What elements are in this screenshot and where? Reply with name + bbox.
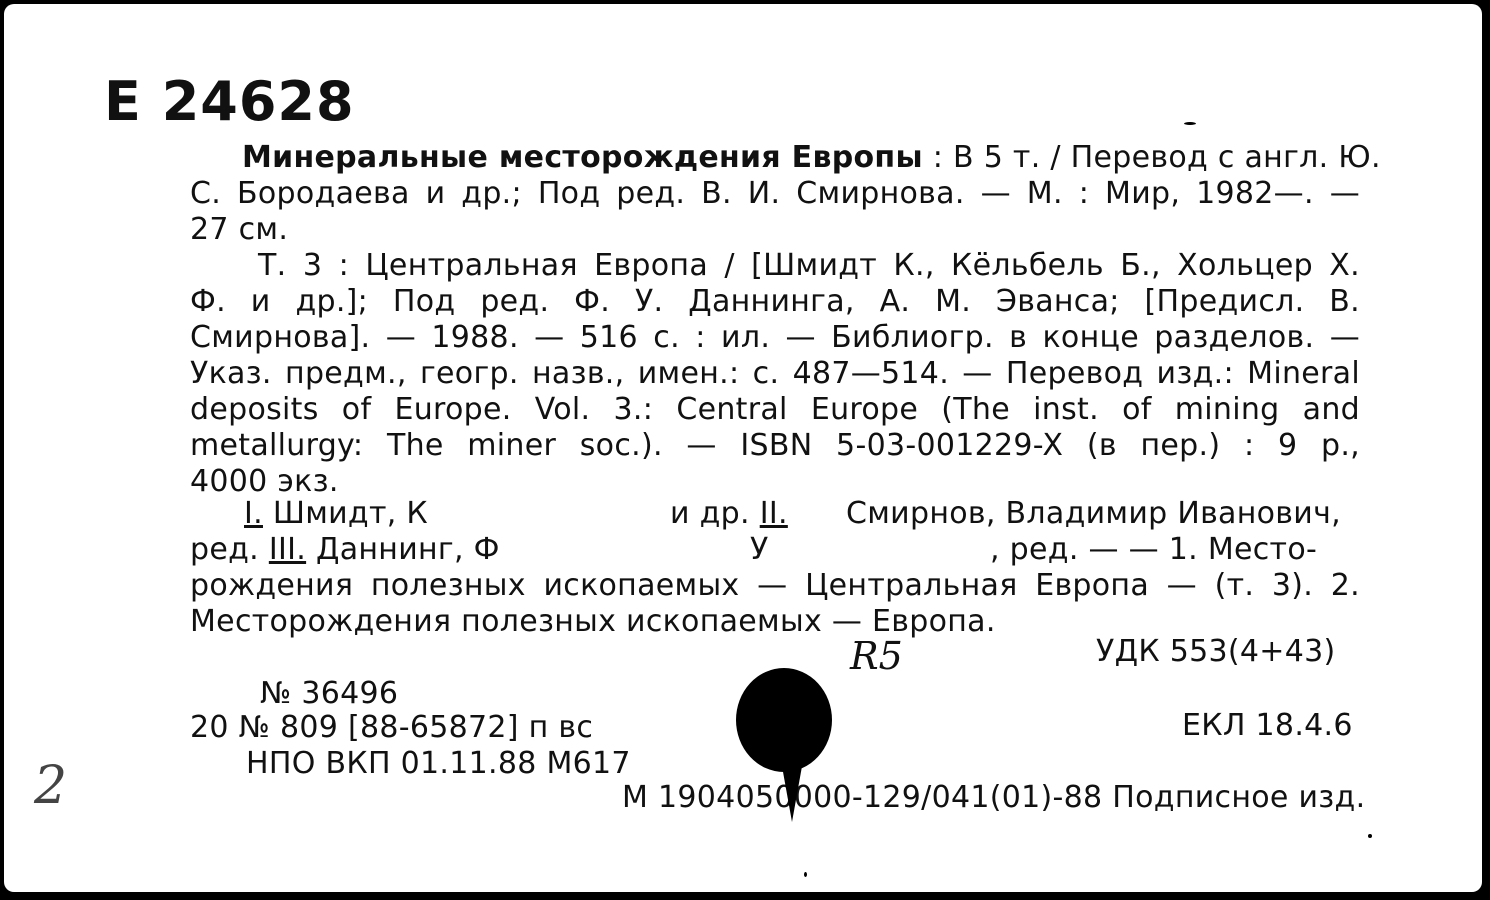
- subject-line: Месторождения полезных ископаемых — Европа.: [190, 604, 996, 639]
- handwritten-mark: R5: [850, 634, 903, 678]
- tracing-initial: У: [750, 532, 769, 567]
- text-line: Указ. предм., геогр. назв., имен.: с. 487—514. — Перевод изд.: Mineral: [190, 356, 1360, 391]
- title-bold: Минеральные месторождения Европы: [242, 140, 923, 175]
- tracing-1: [244, 496, 428, 532]
- title-line: [242, 140, 1381, 176]
- order-line: 20 № 809 [88-65872] п вс: [190, 710, 594, 745]
- roman-numeral: I.: [244, 496, 263, 531]
- ekl-code: ЕКЛ 18.4.6: [1182, 708, 1353, 743]
- text-line: 27 см.: [190, 212, 289, 247]
- title-rest: : В 5 т. / Перевод с англ. Ю.: [922, 140, 1381, 175]
- text-line: С. Бородаева и др.; Под ред. В. И. Смирнова. — М. : Мир, 1982—. —: [190, 176, 1360, 211]
- tracing-mid: [670, 496, 788, 532]
- tracing-3: [190, 532, 500, 568]
- tracing-text: и др.: [670, 496, 750, 531]
- stray-mark: [804, 872, 807, 877]
- tracing-2: Смирнов, Владимир Иванович,: [846, 496, 1341, 531]
- corner-mark: 2: [34, 756, 68, 816]
- ink-blot-tail: [778, 744, 806, 822]
- text-line: 4000 экз.: [190, 464, 339, 499]
- call-number: Е 24628: [104, 70, 355, 133]
- text-line: Смирнова]. — 1988. — 516 с. : ил. — Библиогр. в конце разделов. —: [190, 320, 1360, 355]
- roman-numeral: III.: [268, 532, 307, 567]
- tracing-text: Даннинг, Ф: [315, 532, 500, 567]
- stray-mark: [1184, 122, 1196, 125]
- tracing-subject: , ред. — — 1. Место-: [990, 532, 1318, 567]
- stray-mark: [1368, 834, 1372, 838]
- text-line: metallurgy: The miner soc.). — ISBN 5-03-001229-X (в пер.) : 9 р.,: [190, 428, 1360, 463]
- volume-line: Т. 3 : Центральная Европа / [Шмидт К., Кёльбель Б., Хольцер Х.: [258, 248, 1360, 283]
- roman-numeral: II.: [759, 496, 788, 531]
- publisher-line: НПО ВКП 01.11.88 М617: [246, 746, 631, 781]
- subject-line: рождения полезных ископаемых — Центральная Европа — (т. 3). 2.: [190, 568, 1360, 603]
- imprint-code: М 1904050000-129/041(01)-88 Подписное изд.: [622, 780, 1366, 815]
- catalog-card: [4, 4, 1482, 892]
- text-line: deposits of Europe. Vol. 3.: Central Europe (The inst. of mining and: [190, 392, 1360, 427]
- tracing-text: Шмидт, К: [272, 496, 429, 531]
- inventory-number: № 36496: [260, 676, 399, 711]
- udk-code: УДК 553(4+43): [1096, 634, 1336, 669]
- text-line: Ф. и др.]; Под ред. Ф. У. Даннинга, А. М. Эванса; [Предисл. В.: [190, 284, 1360, 319]
- tracing-text: ред.: [190, 532, 259, 567]
